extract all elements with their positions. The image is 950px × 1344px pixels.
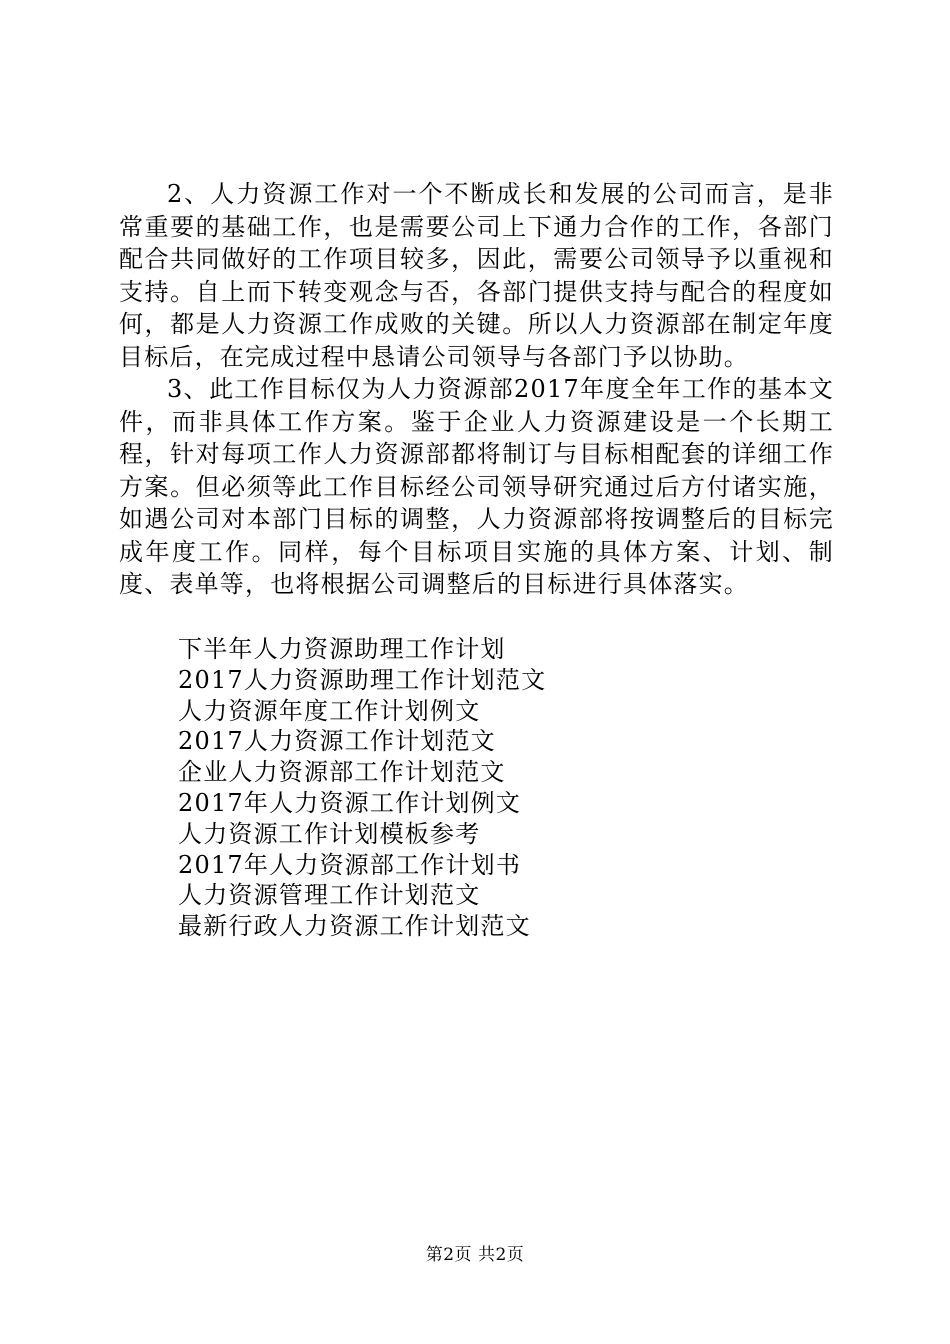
related-article-link[interactable]: 人力资源年度工作计划例文 xyxy=(178,696,481,725)
related-article-link[interactable]: 最新行政人力资源工作计划范文 xyxy=(178,912,531,941)
related-articles-list xyxy=(178,634,546,942)
paragraph-3: 3、此工作目标仅为人力资源部2017年度全年工作的基本文件，而非具体工作方案。鉴于企业人力资源建设是一个长期工程，针对每项工作人力资源部都将制订与目标相配套的详细工作方案。但必须等此工作目标经公司领导研究通过后方付诸实施，如遇公司对本部门目标的调整，人力资源部将按调整后的目标完成年度工作。同样，每个目标项目实施的具体方案、计划、制度、表单等，也将根据公司调整后的目标进行具体落实。 xyxy=(119,375,834,598)
related-article-link[interactable]: 人力资源管理工作计划范文 xyxy=(178,881,481,910)
document-body xyxy=(119,178,834,601)
related-article-link[interactable]: 2017年人力资源工作计划例文 xyxy=(178,788,522,817)
related-article-link[interactable]: 2017人力资源工作计划范文 xyxy=(178,727,496,756)
related-article-link[interactable]: 人力资源工作计划模板参考 xyxy=(178,819,481,848)
related-article-link[interactable]: 企业人力资源部工作计划范文 xyxy=(178,758,506,787)
related-article-link[interactable]: 下半年人力资源助理工作计划 xyxy=(178,635,506,663)
paragraph-2: 2、人力资源工作对一个不断成长和发展的公司而言，是非常重要的基础工作，也是需要公司上下通力合作的工作，各部门配合共同做好的工作项目较多，因此，需要公司领导予以重视和支持。自上而下转变观念与否，各部门提供支持与配合的程度如何，都是人力资源工作成败的关键。所以人力资源部在制定年度目标后，在完成过程中恳请公司领导与各部门予以协助。 xyxy=(119,180,834,371)
page-number-footer: 第2页 共2页 xyxy=(425,1245,525,1265)
related-article-link[interactable]: 2017人力资源助理工作计划范文 xyxy=(178,665,547,694)
related-article-link[interactable]: 2017年人力资源部工作计划书 xyxy=(178,850,522,879)
